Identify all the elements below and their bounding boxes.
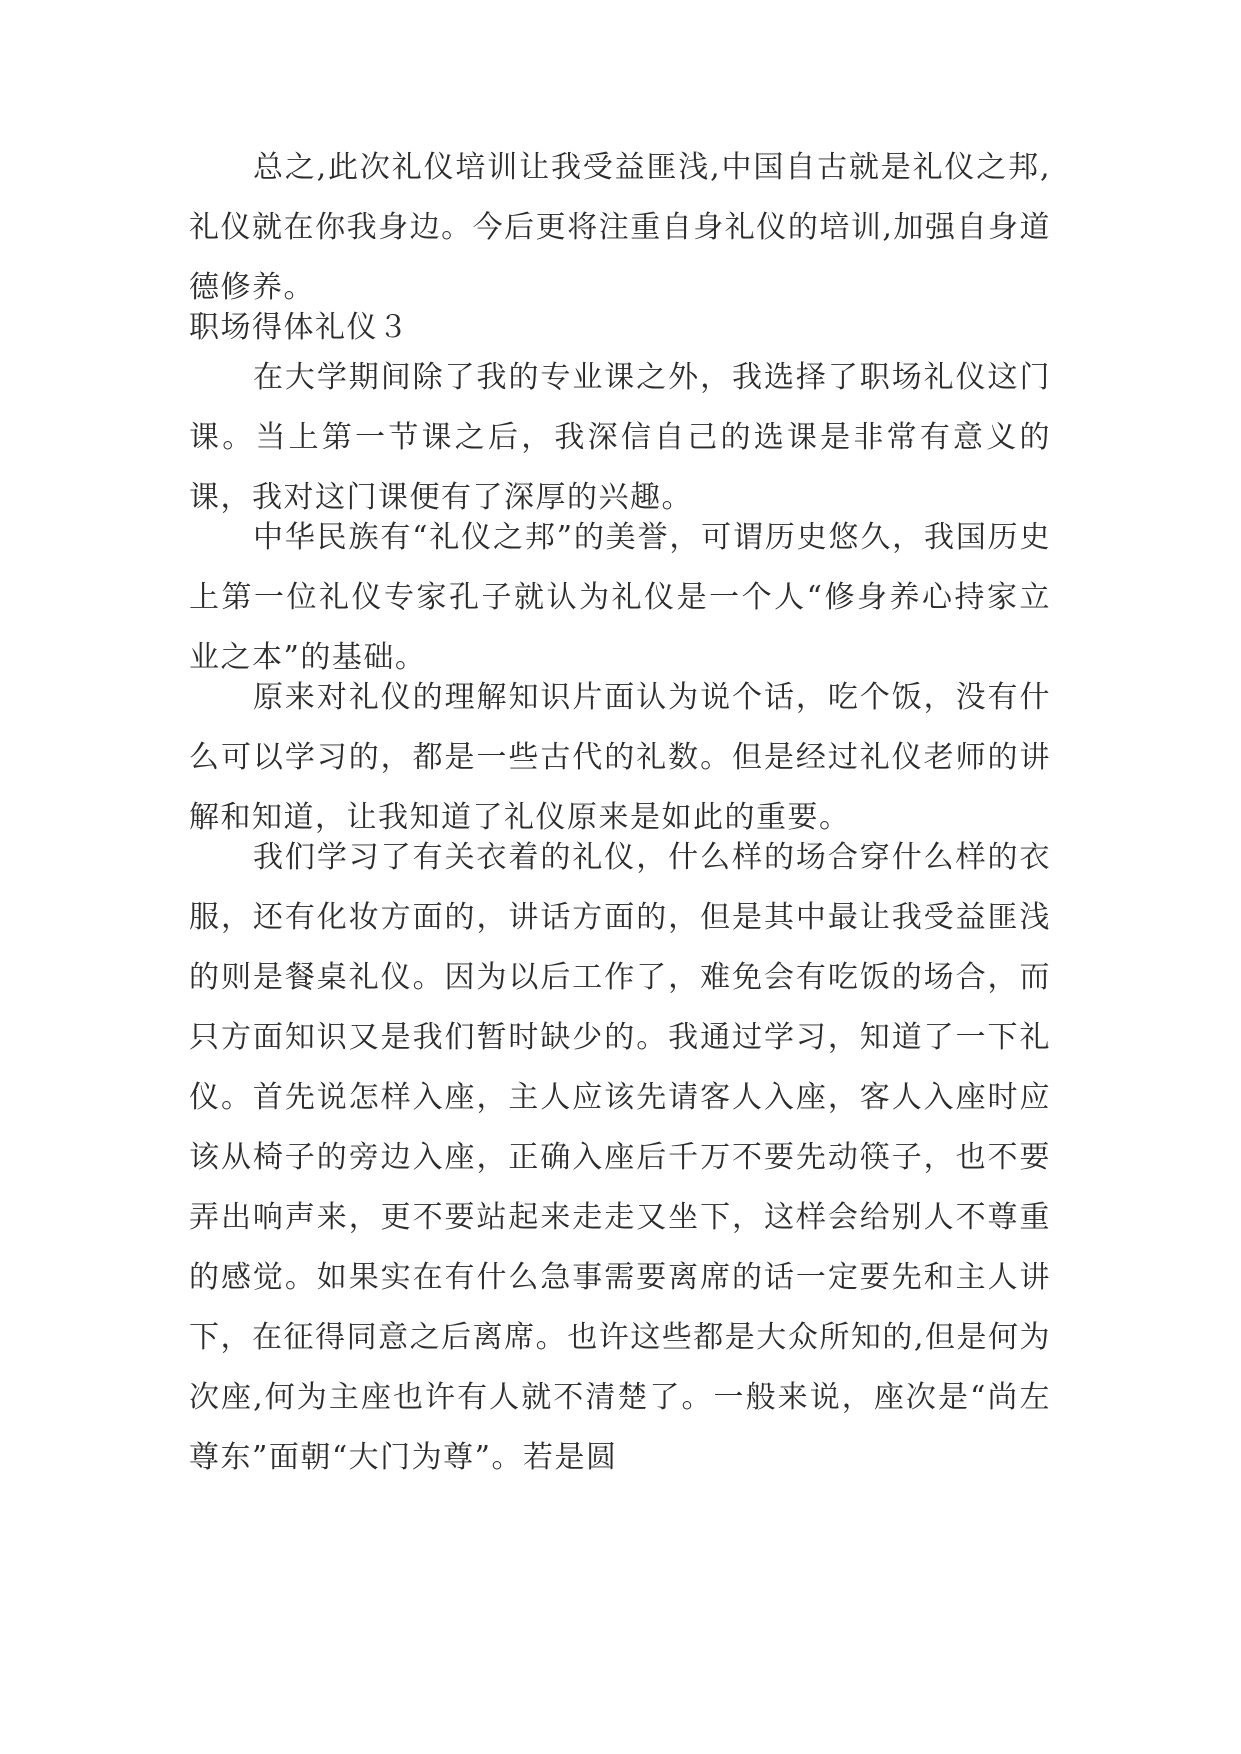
body-paragraph: 我们学习了有关衣着的礼仪，什么样的场合穿什么样的衣服，还有化妆方面的，讲话方面的，但是其中最让我受益匪浅的则是餐桌礼仪。因为以后工作了，难免会有吃饭的场合，而只方面知识又是我们暂时缺少的。我通过学习，知道了一下礼仪。首先说怎样入座，主人应该先请客人入座，客人入座时应该从椅子的旁边入座，正确入座后千万不要先动筷子，也不要弄出响声来，更不要站起来走走又坐下，这样会给别人不尊重的感觉。如果实在有什么急事需要离席的话一定要先和主人讲下，在征得同意之后离席。也许这些都是大众所知的,但是何为次座,何为主座也许有人就不清楚了。一般来说，座次是“尚左尊东”面朝“大门为尊”。若是圆 bbox=[189, 840, 1051, 1475]
body-paragraph: 中华民族有“礼仪之邦”的美誉，可谓历史悠久，我国历史上第一位礼仪专家孔子就认为礼仪是一个人“修身养心持家立业之本”的基础。 bbox=[189, 520, 1051, 675]
body-paragraph: 原来对礼仪的理解知识片面认为说个话，吃个饭，没有什么可以学习的，都是一些古代的礼数。但是经过礼仪老师的讲解和知道，让我知道了礼仪原来是如此的重要。 bbox=[189, 680, 1051, 835]
section-heading: 职场得体礼仪３ bbox=[189, 310, 410, 345]
intro-paragraph: 总之,此次礼仪培训让我受益匪浅,中国自古就是礼仪之邦,礼仪就在你我身边。今后更将注重自身礼仪的培训,加强自身道德修养。 bbox=[189, 150, 1051, 305]
body-paragraph: 在大学期间除了我的专业课之外，我选择了职场礼仪这门课。当上第一节课之后，我深信自己的选课是非常有意义的课，我对这门课便有了深厚的兴趣。 bbox=[189, 360, 1051, 515]
